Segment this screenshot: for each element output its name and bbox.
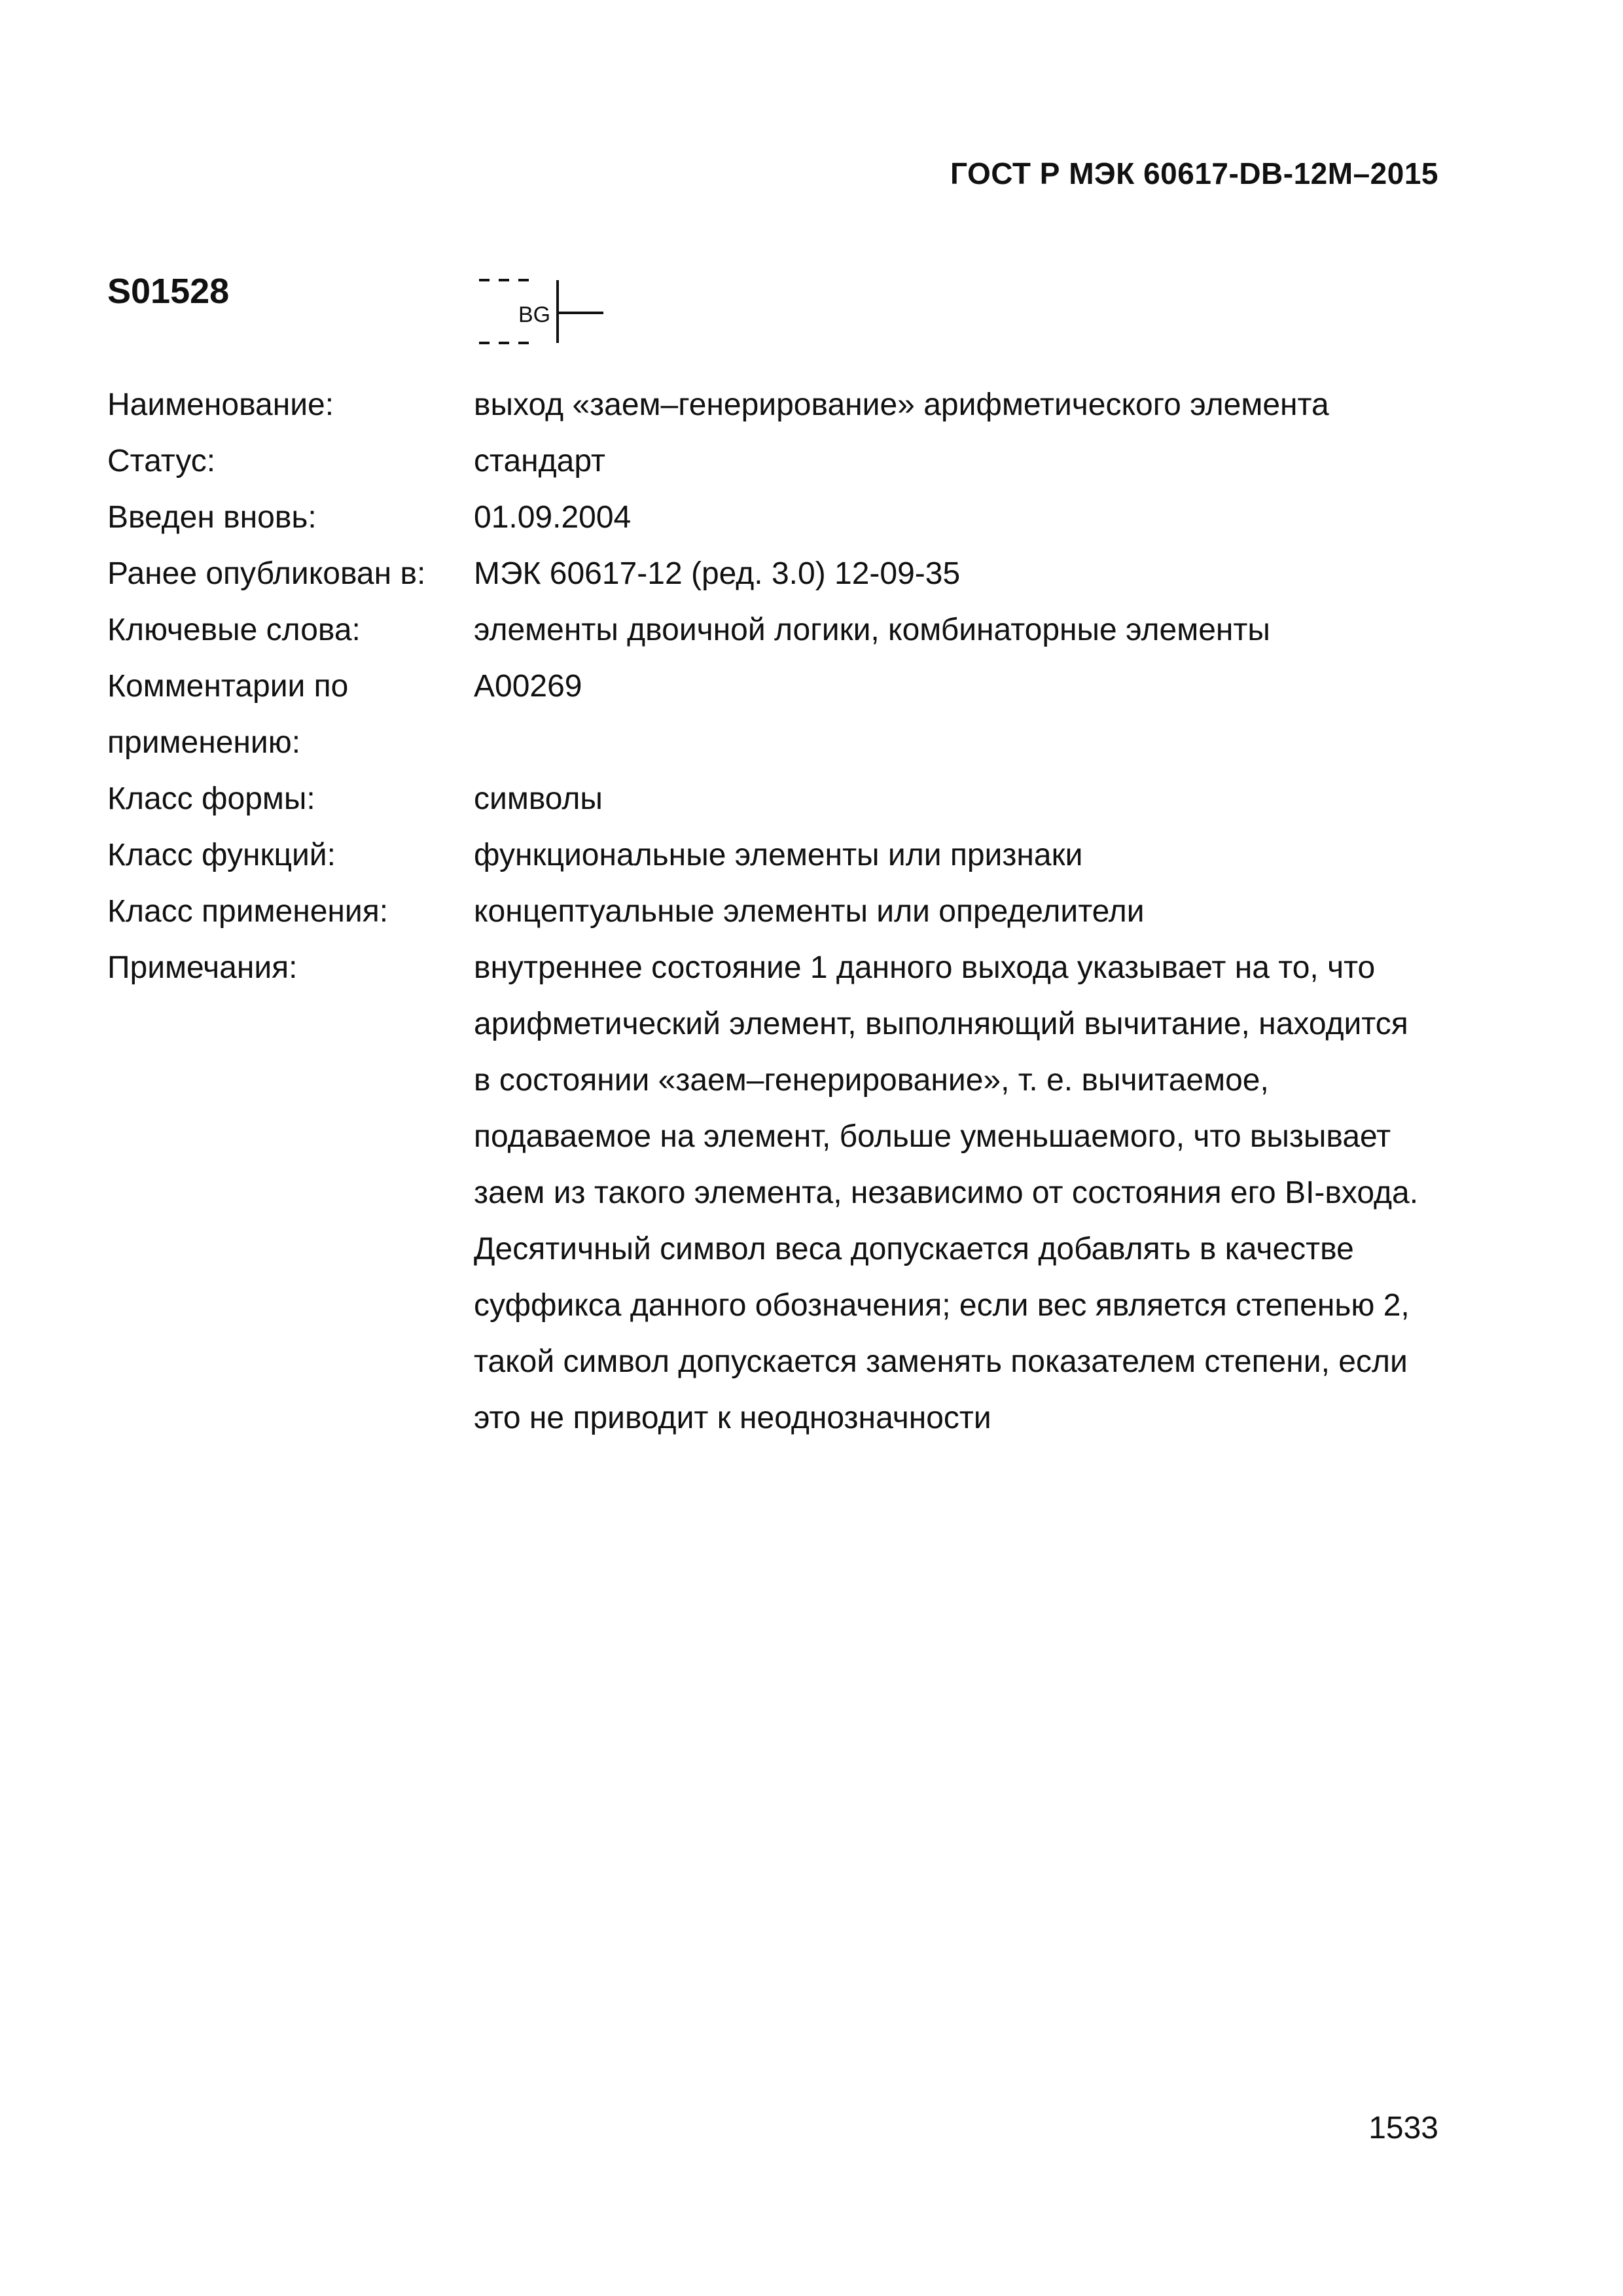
property-row-status <box>107 433 1482 490</box>
property-value: концептуальные элементы или определители <box>474 894 1145 929</box>
property-label: применению: <box>107 725 301 760</box>
property-label: Класс формы: <box>107 781 315 816</box>
notes-text <box>474 940 1482 1446</box>
property-value: элементы двоичной логики, комбинаторные элементы <box>474 613 1270 647</box>
properties-table <box>107 377 1482 1446</box>
property-label: Введен вновь: <box>107 500 317 535</box>
property-row-notes <box>107 940 1482 1446</box>
property-row-shape-class <box>107 771 1482 827</box>
property-row-application-class <box>107 884 1482 940</box>
notes-line: суффикса данного обозначения; если вес является степенью 2, <box>474 1288 1410 1323</box>
bg-symbol-graphic <box>475 274 606 352</box>
bg-symbol-label: BG <box>518 302 551 327</box>
property-label: Наименование: <box>107 387 334 422</box>
symbol-code: S01528 <box>107 272 230 311</box>
notes-line: внутреннее состояние 1 данного выхода указывает на то, что <box>474 950 1376 985</box>
notes-line: Десятичный символ веса допускается добавлять в качестве <box>474 1232 1354 1266</box>
property-row-introduced <box>107 490 1482 546</box>
property-value <box>474 715 1482 771</box>
property-label: Статус: <box>107 444 216 478</box>
notes-line: арифметический элемент, выполняющий вычитание, находится <box>474 1007 1408 1041</box>
property-label: Ранее опубликован в: <box>107 556 426 591</box>
property-value: символы <box>474 781 603 816</box>
property-label: Ключевые слова: <box>107 613 361 647</box>
property-value: 01.09.2004 <box>474 500 632 535</box>
property-row-name <box>107 377 1482 433</box>
property-label: Класс применения: <box>107 894 389 929</box>
property-value: стандарт <box>474 444 605 478</box>
property-value: A00269 <box>474 669 582 704</box>
property-row-keywords <box>107 602 1482 658</box>
notes-label: Примечания: <box>107 950 298 985</box>
notes-line: такой символ допускается заменять показателем степени, если <box>474 1344 1408 1379</box>
property-row-application-notes <box>107 658 1482 715</box>
standard-header: ГОСТ Р МЭК 60617-DB-12M–2015 <box>950 156 1438 190</box>
notes-line: это не приводит к неоднозначности <box>474 1401 991 1435</box>
property-value: функциональные элементы или признаки <box>474 838 1083 872</box>
notes-line: заем из такого элемента, независимо от состояния его BI-входа. <box>474 1175 1419 1210</box>
notes-line: подаваемое на элемент, больше уменьшаемого, что вызывает <box>474 1119 1391 1154</box>
property-label: Класс функций: <box>107 838 336 872</box>
property-value: выход «заем–генерирование» арифметического элемента <box>474 387 1329 422</box>
property-row-published-in <box>107 546 1482 602</box>
property-row-function-class <box>107 827 1482 884</box>
property-value: МЭК 60617-12 (ред. 3.0) 12-09-35 <box>474 556 961 591</box>
property-row-application-notes-cont <box>107 715 1482 771</box>
property-label: Комментарии по <box>107 669 349 704</box>
page-number: 1533 <box>1368 2111 1438 2145</box>
notes-line: в состоянии «заем–генерирование», т. е. вычитаемое, <box>474 1063 1269 1098</box>
